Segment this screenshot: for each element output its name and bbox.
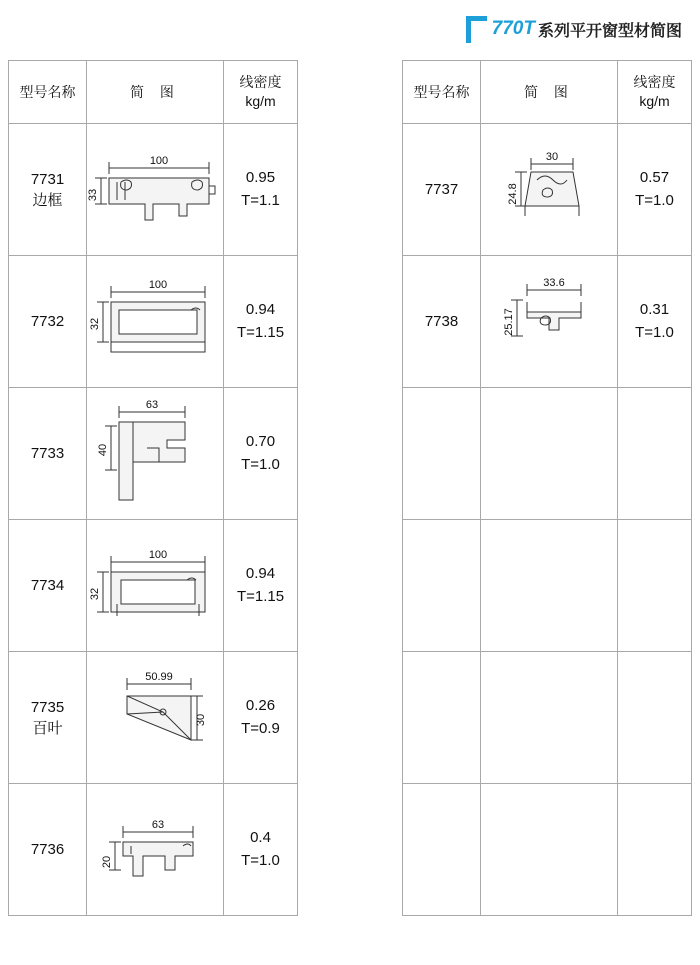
- table-row: [403, 256, 692, 388]
- cell-density: [224, 256, 298, 388]
- model-code: 7737: [424, 181, 459, 198]
- density-value: 0.26: [245, 697, 276, 714]
- cell-density: [618, 388, 692, 520]
- dim-height-label: 33: [87, 188, 99, 202]
- table-row: [403, 124, 692, 256]
- model-code: 7733: [30, 445, 65, 462]
- model-subname: 百叶: [32, 719, 63, 737]
- header-cell-density: [224, 61, 298, 124]
- header-density-line1: 线密度: [633, 74, 676, 91]
- model-code: 7735: [30, 698, 65, 716]
- cell-model-name: [9, 784, 87, 916]
- cell-density: [224, 784, 298, 916]
- cell-density: [618, 124, 692, 256]
- profile-diagram-7735: [87, 652, 223, 783]
- density-value: 0.94: [245, 565, 276, 582]
- profile-diagram-7736: [87, 784, 223, 915]
- table-header-row: [9, 61, 298, 124]
- header-density-line2: kg/m: [245, 93, 276, 109]
- cell-density: [618, 520, 692, 652]
- thickness-value: T=1.0: [635, 323, 674, 341]
- cell-figure: [87, 388, 224, 520]
- table-row: [9, 520, 298, 652]
- table-row: [403, 784, 692, 916]
- dim-width-label: 63: [145, 399, 159, 411]
- table-row: [403, 520, 692, 652]
- profile-diagram-7732: [87, 256, 223, 387]
- cell-figure: [87, 256, 224, 388]
- dim-width-label: 100: [148, 549, 168, 561]
- table-row: [9, 256, 298, 388]
- density-value: 0.31: [639, 301, 670, 318]
- table-row: [9, 784, 298, 916]
- cell-model-name: [403, 388, 481, 520]
- cell-figure: [87, 520, 224, 652]
- dim-height-label: 24.8: [507, 183, 519, 205]
- left-profile-table: [8, 60, 298, 916]
- header-cell-figure: 简 图: [481, 61, 618, 124]
- cell-figure: [87, 652, 224, 784]
- cell-density: [224, 388, 298, 520]
- cell-model-name: [9, 652, 87, 784]
- model-code: 7738: [424, 313, 459, 330]
- dim-height-label: 40: [97, 443, 109, 457]
- header-cell-name: 型号名称: [9, 61, 87, 124]
- cell-model-name: [403, 784, 481, 916]
- bracket-icon: [466, 16, 487, 43]
- cell-figure: [481, 520, 618, 652]
- thickness-value: T=0.9: [241, 719, 280, 737]
- dim-height-label: 20: [101, 855, 113, 869]
- cell-figure: [87, 124, 224, 256]
- profile-diagram-7738: [481, 256, 617, 387]
- dim-height-label: 30: [195, 713, 207, 727]
- thickness-value: T=1.0: [635, 191, 674, 209]
- dim-width-label: 100: [148, 279, 168, 291]
- profile-tables: [0, 60, 700, 916]
- cell-model-name: [9, 124, 87, 256]
- cell-density: [618, 652, 692, 784]
- header-cell-name: 型号名称: [403, 61, 481, 124]
- model-code: 7732: [30, 313, 65, 330]
- cell-figure: [481, 256, 618, 388]
- dim-height-label: 25.17: [503, 308, 515, 336]
- table-row: [9, 388, 298, 520]
- dim-width-label: 50.99: [145, 671, 173, 683]
- cell-figure: [481, 124, 618, 256]
- page-header: [466, 14, 682, 44]
- density-value: 0.57: [639, 169, 670, 186]
- dim-width-label: 30: [545, 151, 559, 163]
- cell-model-name: [403, 124, 481, 256]
- model-code: 7736: [30, 841, 65, 858]
- cell-figure: [87, 784, 224, 916]
- density-value: 0.95: [245, 169, 276, 186]
- header-density-line2: kg/m: [639, 93, 670, 109]
- profile-diagram-7737: [481, 124, 617, 255]
- cell-model-name: [403, 520, 481, 652]
- cell-figure: [481, 652, 618, 784]
- cell-model-name: [9, 520, 87, 652]
- header-cell-figure: 简 图: [87, 61, 224, 124]
- dim-width-label: 33.6: [543, 277, 565, 289]
- dim-height-label: 32: [89, 587, 101, 601]
- cell-figure: [481, 388, 618, 520]
- density-value: 0.70: [245, 433, 276, 450]
- dim-width-label: 63: [151, 819, 165, 831]
- profile-diagram-7731: [87, 124, 223, 255]
- model-code: 7731: [30, 170, 65, 188]
- table-header-row: [403, 61, 692, 124]
- header-cell-density: [618, 61, 692, 124]
- thickness-value: T=1.1: [241, 191, 280, 209]
- density-value: 0.94: [245, 301, 276, 318]
- model-subname: 边框: [32, 191, 63, 209]
- thickness-value: T=1.15: [236, 587, 285, 605]
- cell-model-name: [403, 256, 481, 388]
- dim-height-label: 32: [89, 317, 101, 331]
- cell-density: [224, 652, 298, 784]
- table-row: [9, 124, 298, 256]
- density-value: 0.4: [250, 829, 271, 846]
- series-code: 770T: [491, 18, 535, 39]
- header-density-line1: 线密度: [239, 74, 282, 91]
- cell-model-name: [9, 256, 87, 388]
- thickness-value: T=1.0: [241, 455, 280, 473]
- cell-density: [224, 124, 298, 256]
- right-profile-table: [402, 60, 692, 916]
- table-row: [9, 652, 298, 784]
- cell-model-name: [9, 388, 87, 520]
- cell-density: [618, 256, 692, 388]
- thickness-value: T=1.15: [236, 323, 285, 341]
- cell-density: [618, 784, 692, 916]
- table-row: [403, 388, 692, 520]
- cell-figure: [481, 784, 618, 916]
- page-title: 系列平开窗型材简图: [537, 22, 682, 40]
- profile-diagram-7733: [87, 388, 223, 519]
- cell-density: [224, 520, 298, 652]
- table-row: [403, 652, 692, 784]
- profile-diagram-7734: [87, 520, 223, 651]
- model-code: 7734: [30, 577, 65, 594]
- thickness-value: T=1.0: [241, 851, 280, 869]
- cell-model-name: [403, 652, 481, 784]
- dim-width-label: 100: [149, 155, 169, 167]
